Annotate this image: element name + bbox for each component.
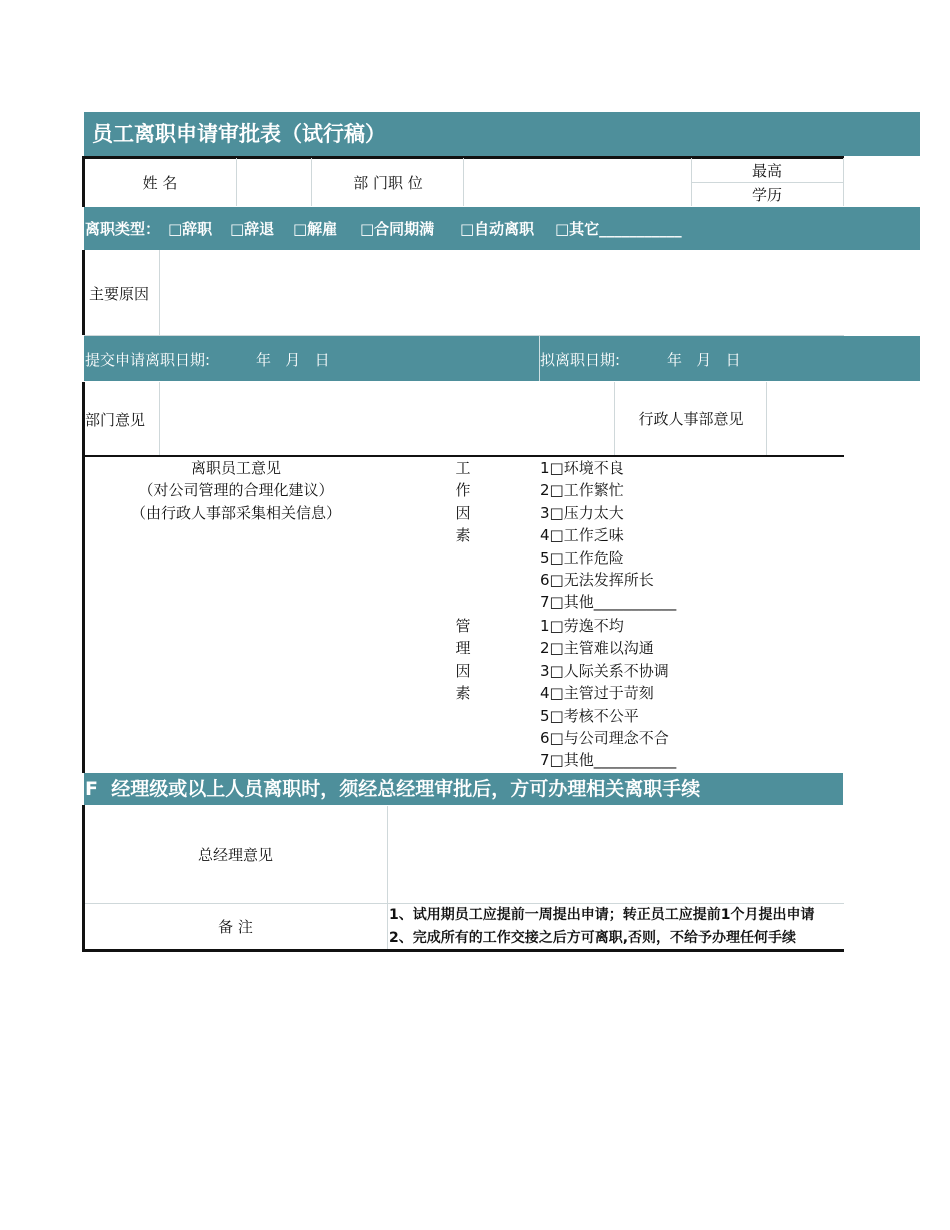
mgmt-factors-char: 管 — [455, 617, 471, 635]
employee-opinion-section — [84, 457, 844, 773]
work-factors-list — [540, 457, 676, 614]
dept-position-label: 部 门职 位 — [353, 173, 423, 192]
hr-opinion-label-cell — [615, 382, 767, 455]
work-factors-char: 工 — [455, 459, 471, 477]
gm-opinion-label-cell — [84, 806, 387, 903]
submit-date-label: 提交申请离职日期: — [85, 351, 211, 369]
work-factor-item[interactable]: 3□压力太大 — [540, 503, 624, 522]
dates-bar — [84, 336, 920, 381]
mgmt-factor-item[interactable]: 1□劳逸不均 — [540, 617, 624, 635]
work-factor-item[interactable]: 1□环境不良 — [540, 459, 624, 477]
leave-type-option-voluntary[interactable]: □自动离职 — [460, 220, 535, 238]
leave-type-label: 离职类型： — [85, 220, 161, 238]
employee-opinion-line3: （由行政人事部采集相关信息） — [130, 503, 341, 522]
title-bar — [84, 112, 920, 156]
mgmt-factors-label — [453, 615, 473, 705]
hr-opinion-label: 行政人事部意见 — [638, 410, 744, 428]
gm-opinion-input[interactable] — [387, 806, 844, 903]
dept-opinion-label: 部门意见 — [85, 411, 146, 429]
leave-type-option-dismissed[interactable]: □辞退 — [230, 220, 275, 238]
work-factor-item[interactable]: 2□工作繁忙 — [540, 481, 624, 500]
mgmt-factor-item[interactable]: 2□主管难以沟通 — [540, 639, 654, 658]
main-reason-input[interactable] — [160, 250, 844, 335]
planned-date-label: 拟离职日期: — [540, 351, 621, 369]
leave-type-option-contract-end[interactable]: □合同期满 — [360, 220, 435, 238]
education-label-bottom — [691, 182, 843, 206]
name-label-cell — [84, 158, 236, 206]
mgmt-factor-item[interactable]: 7□其他___________ — [540, 751, 677, 770]
work-factor-item[interactable]: 7□其他___________ — [540, 593, 677, 612]
education-label-top — [691, 158, 843, 182]
submit-date-value[interactable]: 年 月 日 — [256, 351, 330, 369]
hr-opinion-input[interactable] — [767, 382, 844, 455]
work-factors-char: 作 — [455, 481, 471, 500]
work-factor-item[interactable]: 5□工作危险 — [540, 548, 624, 567]
leave-type-option-resign[interactable]: □辞职 — [168, 220, 213, 238]
dept-position-input-cell[interactable] — [464, 158, 691, 206]
remarks-label-cell — [84, 904, 387, 949]
notice-text: F 经理级或以上人员离职时，须经总经理审批后，方可办理相关离职手续 — [85, 778, 701, 800]
mgmt-factor-item[interactable]: 5□考核不公平 — [540, 706, 639, 725]
work-factors-char: 因 — [455, 503, 471, 522]
planned-date-value[interactable]: 年 月 日 — [667, 351, 741, 369]
notice-bar — [84, 773, 920, 805]
work-factor-item[interactable]: 4□工作乏味 — [540, 526, 624, 545]
mgmt-factors-char: 理 — [455, 639, 471, 658]
mgmt-factors-char: 因 — [455, 661, 471, 680]
mgmt-factor-item[interactable]: 6□与公司理念不合 — [540, 729, 669, 748]
mgmt-factor-item[interactable]: 3□人际关系不协调 — [540, 661, 669, 680]
work-factors-label — [453, 457, 473, 547]
gm-opinion-row — [84, 806, 844, 903]
gm-opinion-label: 总经理意见 — [197, 846, 273, 864]
employee-opinion-title: 离职员工意见 — [190, 459, 281, 477]
leave-type-bar — [84, 207, 920, 250]
main-reason-label: 主要原因 — [89, 285, 150, 303]
remarks-line-2: 2、完成所有的工作交接之后方可离职,否则，不给予办理任何手续 — [389, 930, 797, 946]
education-label-2: 学历 — [751, 185, 782, 204]
work-factor-item[interactable]: 6□无法发挥所长 — [540, 571, 654, 590]
form-title: 员工离职申请审批表（试行稿） — [92, 122, 386, 146]
name-label: 姓 名 — [142, 173, 178, 192]
mgmt-factor-item[interactable]: 4□主管过于苛刻 — [540, 684, 654, 703]
main-reason-row — [84, 250, 844, 335]
remarks-label: 备 注 — [218, 918, 253, 936]
dept-opinion-input[interactable] — [160, 382, 615, 455]
remarks-line-1: 1、试用期员工应提前一周提出申请；转正员工应提前1个月提出申请 — [389, 907, 815, 923]
mgmt-factors-char: 素 — [455, 684, 471, 703]
dept-position-label-cell — [312, 158, 464, 206]
employee-opinion-line2: （对公司管理的合理化建议） — [138, 481, 334, 500]
education-label-1: 最高 — [751, 161, 782, 180]
leave-type-option-fired[interactable]: □解雇 — [293, 220, 338, 238]
remarks-row — [84, 904, 844, 949]
employee-opinion-heading — [84, 457, 388, 524]
name-input-cell[interactable] — [236, 158, 312, 206]
mgmt-factors-list — [540, 615, 676, 772]
work-factors-char: 素 — [455, 526, 471, 545]
leave-type-option-other[interactable]: □其它___________ — [555, 220, 682, 238]
opinions-row — [84, 382, 844, 455]
